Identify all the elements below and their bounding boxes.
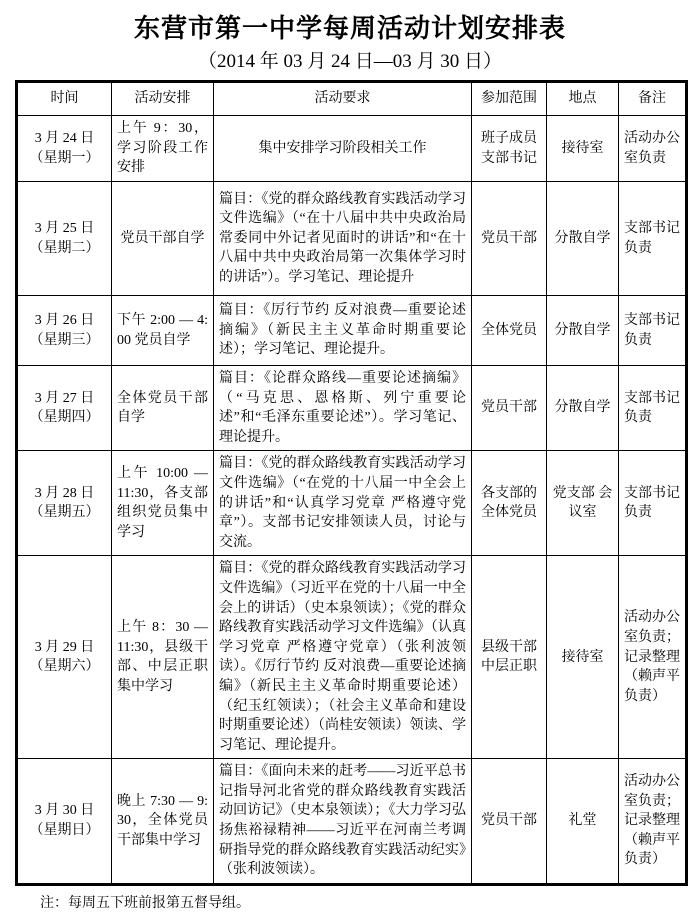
weekday-text: （星期日） [29,823,100,839]
cell-requirement: 篇目：《党的群众路线教育实践活动学习文件选编》（“在党的十八届一中全会上的讲话”和“认真学习党章 严格遵守党章”）。支部书记安排领读人员，讨论与交流。 [214,451,472,556]
cell-requirement: 篇目：《厉行节约 反对浪费—重要论述摘编》（新民主主义革命时期重要论述）；学习笔记、理论提升。 [214,296,472,366]
col-header-requirement: 活动要求 [214,82,472,116]
cell-activity: 上午 8：30 — 11:30，县级干部、中层正职集中学习 [112,556,214,759]
date-text: 3 月 28 日 [34,485,95,501]
cell-note: 支部书记负责 [619,366,687,451]
table-row-fri [17,451,687,556]
cell-activity: 上午 10:00 — 11:30，各支部组织党员集中学习 [112,451,214,556]
weekday-text: （星期三） [29,332,100,348]
col-header-note: 备注 [619,82,687,116]
cell-location: 分散自学 [547,366,619,451]
table-row-mon [17,116,687,182]
cell-scope: 县级干部 中层正职 [472,556,547,759]
cell-location: 党支部 会议室 [547,451,619,556]
cell-requirement: 篇目：《党的群众路线教育实践活动学习文件选编》（习近平在党的十八届一中全会上的讲话）（史本泉领读）；《党的群众路线教育实践活动学习文件选编》（认真学习党章 严格遵守党章）（张利波领读）。《厉行节约 反对浪费—重要论述摘编》（新民主主义革命时期重要论述）（纪玉红领读）；（社会主义革命和建设时期重要论述）（尚桂安领读）领读、学习笔记、理论提升。 [214,556,472,759]
table-row-sun [17,759,687,885]
cell-note: 活动办公室负责；记录整理（赖声平负责） [619,759,687,885]
footnote: 注：每周五下班前报第五督导组。 [40,895,250,911]
col-header-activity: 活动安排 [112,82,214,116]
cell-note: 支部书记负责 [619,296,687,366]
weekday-text: （星期一） [29,150,100,166]
date-text: 3 月 26 日 [34,312,95,328]
table-row-sat [17,556,687,759]
cell-activity: 全体党员干部自学 [112,366,214,451]
cell-location: 分散自学 [547,296,619,366]
cell-time [17,116,112,182]
cell-location: 接待室 [547,116,619,182]
cell-requirement: 集中安排学习阶段相关工作 [214,116,472,182]
weekday-text: （星期五） [29,505,100,521]
cell-scope: 各支部的全体党员 [472,451,547,556]
cell-note: 支部书记负责 [619,182,687,296]
date-text: 3 月 25 日 [34,220,95,236]
cell-location: 接待室 [547,556,619,759]
weekday-text: （星期二） [29,240,100,256]
table-row-thu [17,366,687,451]
weekday-text: （星期六） [29,659,100,675]
cell-time [17,366,112,451]
date-text: 3 月 30 日 [34,803,95,819]
table-row-wed [17,296,687,366]
page-subtitle: （2014 年 03 月 24 日—03 月 30 日） [197,51,502,72]
cell-scope: 班子成员 支部书记 [472,116,547,182]
page-title: 东营市第一中学每周活动计划安排表 [133,13,566,43]
date-text: 3 月 29 日 [34,639,95,655]
cell-requirement: 篇目：《面向未来的赶考——习近平总书记指导河北省党的群众路线教育实践活动回访记》（史本泉领读）；《大力学习弘扬焦裕禄精神——习近平在河南兰考调研指导党的群众路线教育实践活动纪实》（张利波领读）。 [214,759,472,885]
col-header-location: 地点 [547,82,619,116]
cell-note: 活动办公室负责 [619,116,687,182]
cell-requirement: 篇目：《论群众路线—重要论述摘编》（“马克思、恩格斯、列宁重要论述”和“毛泽东重要论述”）。学习笔记、理论提升。 [214,366,472,451]
cell-requirement: 篇目：《党的群众路线教育实践活动学习文件选编》（“在十八届中共中央政治局常委同中外记者见面时的讲话”和“在十八届中共中央政治局第一次集体学习时的讲话”）。学习笔记、理论提升 [214,182,472,296]
cell-scope: 党员干部 [472,182,547,296]
cell-activity: 下午 2:00 — 4:00 党员自学 [112,296,214,366]
table-row-tue [17,182,687,296]
schedule-table [15,80,688,886]
weekday-text: （星期四） [29,410,100,426]
date-text: 3 月 27 日 [34,390,95,406]
cell-location: 分散自学 [547,182,619,296]
cell-activity: 党员干部自学 [112,182,214,296]
cell-activity: 晚上 7:30 — 9:30，全体党员干部集中学习 [112,759,214,885]
cell-scope: 党员干部 [472,759,547,885]
cell-time [17,296,112,366]
cell-time [17,759,112,885]
col-header-time: 时间 [17,82,112,116]
cell-note: 支部书记负责 [619,451,687,556]
cell-time [17,451,112,556]
cell-location: 礼堂 [547,759,619,885]
cell-scope: 党员干部 [472,366,547,451]
col-header-scope: 参加范围 [472,82,547,116]
cell-activity: 上午 9：30，学习阶段工作安排 [112,116,214,182]
cell-note: 活动办公室负责；记录整理（赖声平负责） [619,556,687,759]
cell-time [17,556,112,759]
cell-scope: 全体党员 [472,296,547,366]
date-text: 3 月 24 日 [34,130,95,146]
header-row [17,82,687,116]
cell-time [17,182,112,296]
